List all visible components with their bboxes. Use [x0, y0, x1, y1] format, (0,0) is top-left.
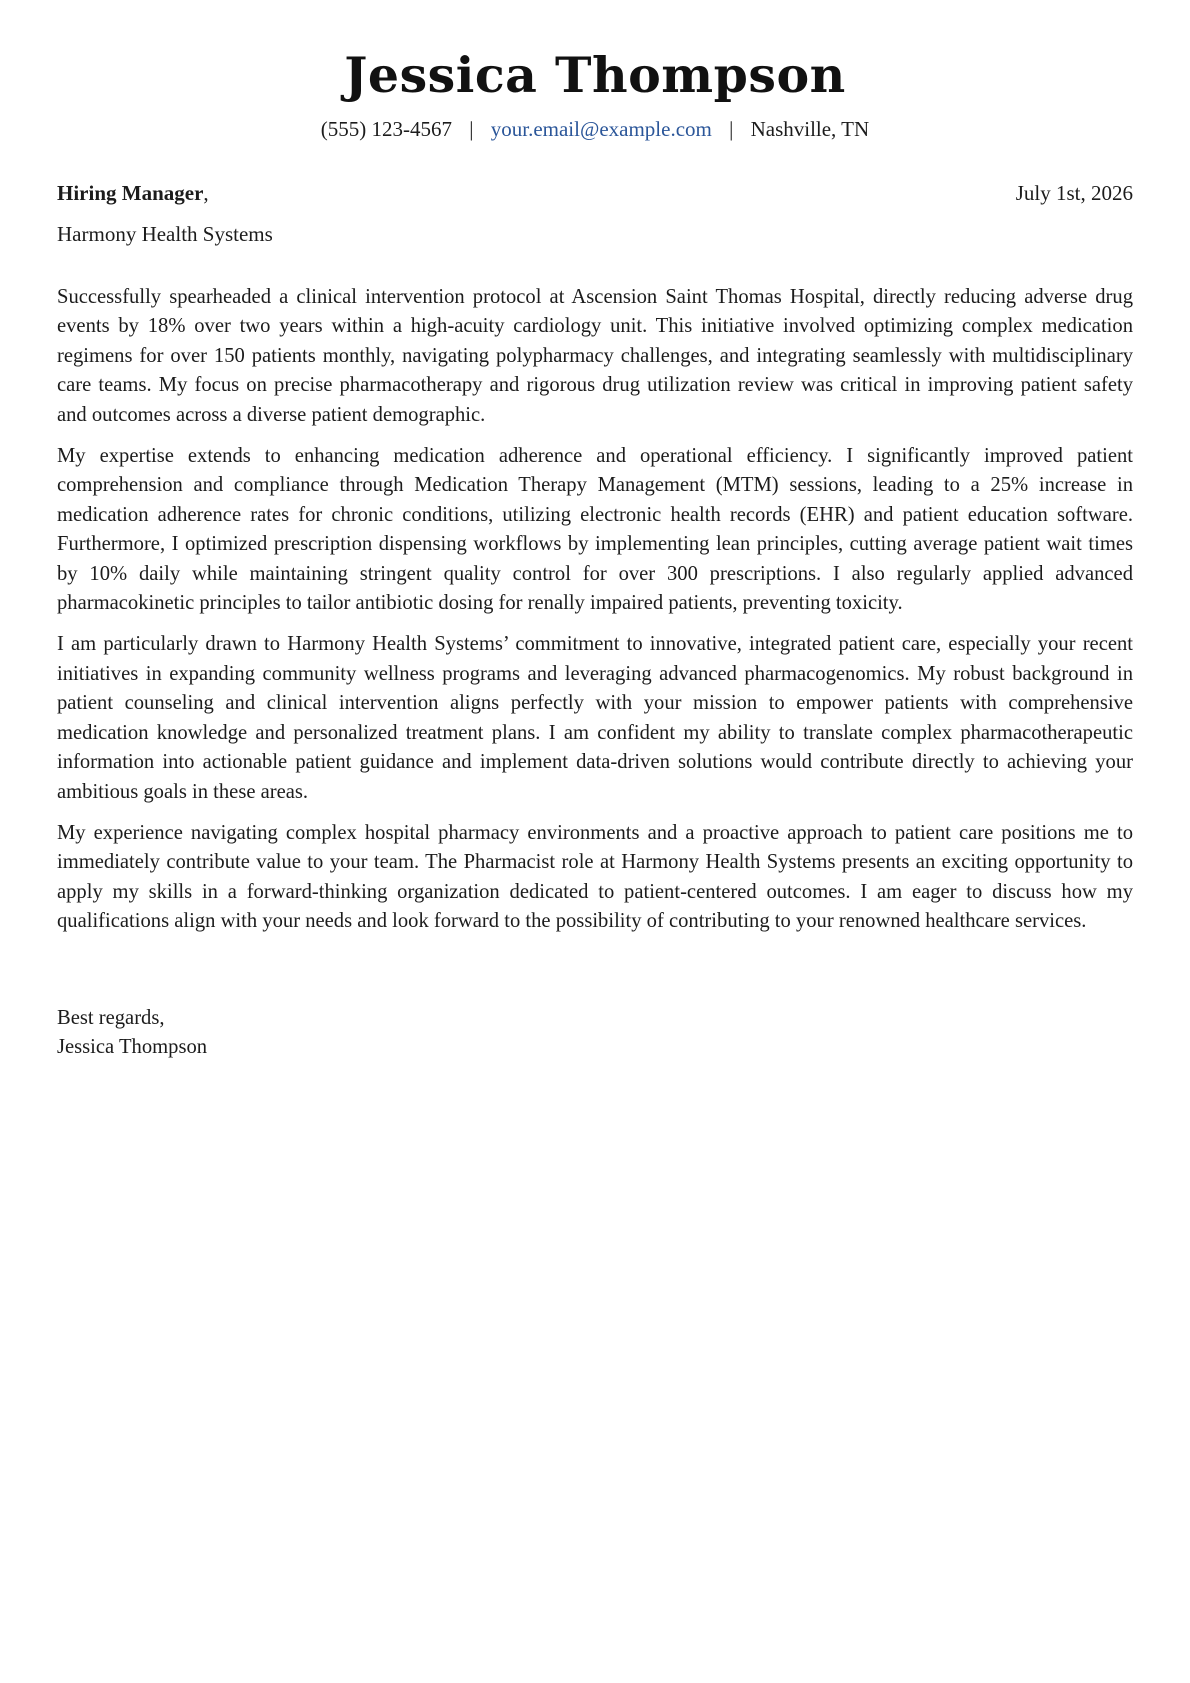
recipient-title: Hiring Manager — [57, 181, 204, 205]
recipient-name — [57, 180, 209, 206]
recipient-name-comma: , — [203, 181, 209, 205]
closing-salutation: Best regards, — [57, 1007, 165, 1029]
body-paragraph-1: Successfully spearheaded a clinical intervention protocol at Ascension Saint Thomas Hospital, directly reducing adverse drug events by 18% over two years within a high-acuity cardiology unit. This initiative involved optimizing complex medication regimens for over 150 patients monthly, navigating polypharmacy challenges, and integrating seamlessly with multidisciplinary care teams. My focus on precise pharmacotherapy and rigorous drug utilization review was critical in improving patient safety and outcomes across a diverse patient demographic. — [57, 286, 1133, 426]
letter-closing — [57, 1004, 207, 1063]
letter-date: July 1st, 2026 — [1015, 181, 1133, 205]
location: Nashville, TN — [750, 117, 870, 141]
phone-number: (555) 123-4567 — [320, 117, 453, 141]
email-link[interactable]: your.email@example.com — [490, 117, 712, 141]
recipient-row — [57, 180, 1133, 206]
body-paragraph-2: My expertise extends to enhancing medication adherence and operational efficiency. I significantly improved patient comprehension and compliance through Medication Therapy Management (MTM) sessions, leading to a 25% increase in medication adherence rates for chronic conditions, utilizing electronic health records (EHR) and patient education software. Furthermore, I optimized prescription dispensing workflows by implementing lean principles, cutting average patient wait times by 10% daily while maintaining stringent quality control for over 300 prescriptions. I also regularly applied advanced pharmacokinetic principles to tailor antibiotic dosing for renally impaired patients, preventing toxicity. — [57, 445, 1133, 615]
body-paragraph-4: My experience navigating complex hospital pharmacy environments and a proactive approach to patient care positions me to immediately contribute value to your team. The Pharmacist role at Harmony Health Systems presents an exciting opportunity to apply my skills in a forward-thinking organization dedicated to patient-centered outcomes. I am eager to discuss how my qualifications align with your needs and look forward to the possibility of contributing to your renowned healthcare services. — [57, 821, 1133, 933]
applicant-name: Jessica Thompson — [344, 46, 846, 104]
contact-separator: | — [469, 117, 474, 141]
closing-signature: Jessica Thompson — [57, 1036, 208, 1059]
recipient-company: Harmony Health Systems — [57, 222, 273, 246]
letter-body — [57, 283, 1133, 949]
body-paragraph-3: I am particularly drawn to Harmony Health Systems’ commitment to innovative, integrated patient care, especially your recent initiatives in expanding community wellness programs and leveraging advanced pharmacogenomics. My robust background in patient counseling and clinical intervention aligns perfectly with your mission to empower patients with comprehensive medication knowledge and personalized treatment plans. I am confident my ability to translate complex pharmacotherapeutic information into actionable patient guidance and implement data-driven solutions would contribute directly to achieving your ambitious goals in these areas. — [57, 633, 1133, 803]
contact-line — [0, 116, 1190, 142]
contact-separator: | — [729, 117, 734, 141]
